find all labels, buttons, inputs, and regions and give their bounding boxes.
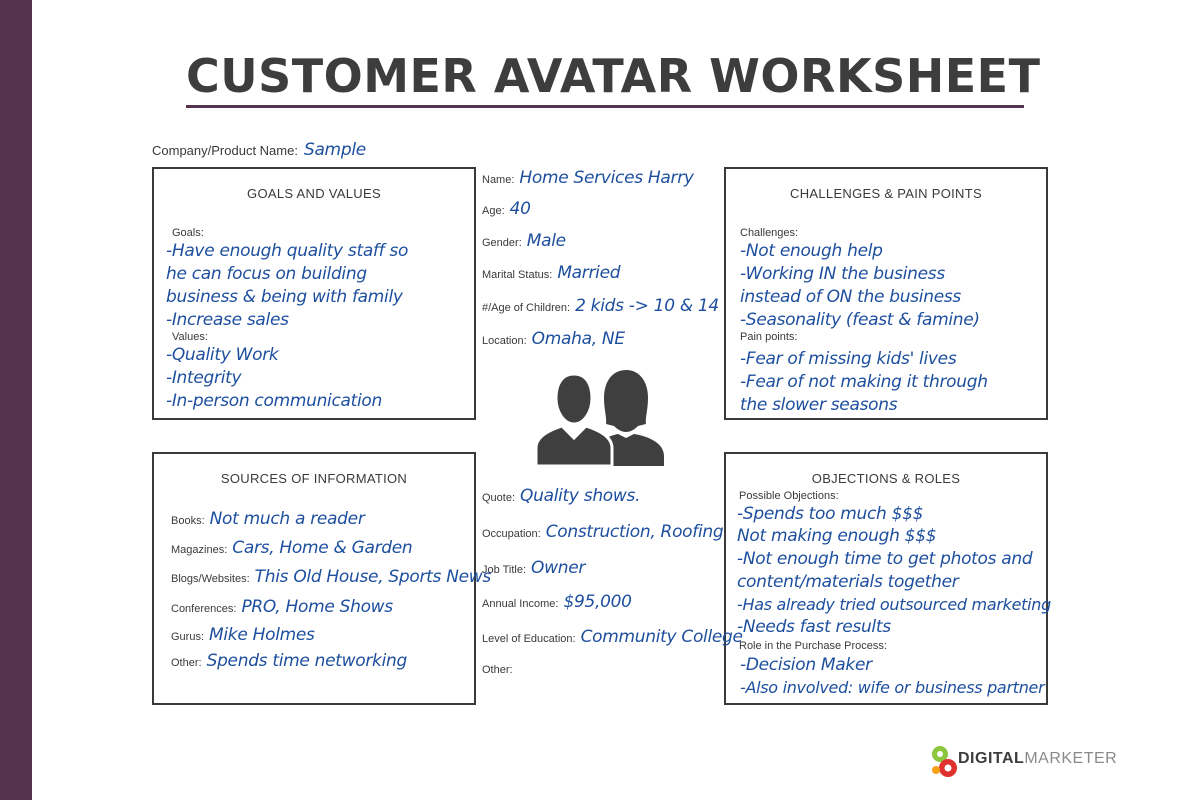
demographic-value: Home Services Harry [519,168,694,188]
professional-label: Occupation: [482,528,541,540]
source-field [171,567,491,587]
values-line: -In-person communication [166,391,382,411]
role-line: -Also involved: wife or business partner [740,678,1045,697]
title-underline [186,105,1024,108]
sources-info-heading: SOURCES OF INFORMATION [220,471,408,486]
source-label: Other: [171,657,202,669]
objection-line: -Needs fast results [737,617,891,637]
customer-avatar-icon [534,366,668,466]
role-line: -Decision Maker [740,655,872,675]
values-label: Values: [172,331,208,343]
goals-line: -Increase sales [166,310,289,330]
professional-value: Quality shows. [520,486,641,506]
challenges-label: Challenges: [740,227,799,239]
professional-value: Owner [531,558,586,578]
pain-line: -Fear of missing kids' lives [740,349,957,369]
professional-label: Level of Education: [482,633,576,645]
goals-line: business & being with family [166,287,403,307]
demographic-label: #/Age of Children: [482,302,571,314]
source-value: Not much a reader [209,509,365,529]
demographic-value: Male [526,231,566,251]
source-value: Mike Holmes [209,625,315,645]
source-value: Spends time networking [206,651,407,671]
source-label: Books: [171,515,205,527]
demographic-label: Name: [482,174,515,186]
pain-line: the slower seasons [740,395,898,415]
source-field [171,597,393,617]
company-value: Sample [303,140,366,160]
demographic-field [482,231,566,251]
demographic-label: Age: [482,205,505,217]
professional-field [482,592,632,612]
demographic-field [482,296,719,316]
demographic-field [482,263,620,283]
values-line: -Quality Work [166,345,279,365]
objection-line: Not making enough $$$ [737,526,937,546]
demographic-field [482,329,625,349]
professional-label: Quote: [482,492,516,504]
digital-marketer-logo [930,740,1118,780]
objection-line: -Not enough time to get photos and [737,549,1033,569]
demographic-label: Location: [482,335,527,347]
professional-field [482,522,723,542]
professional-value: Construction, Roofing [545,522,724,542]
objections-roles-box [724,452,1051,705]
company-field [152,140,366,160]
challenges-line: instead of ON the business [740,287,961,307]
professional-field [482,627,743,647]
challenges-pain-heading: CHALLENGES & PAIN POINTS [790,186,982,201]
challenges-pain-box [724,167,1048,420]
demographic-value: Omaha, NE [531,329,625,349]
goals-line: -Have enough quality staff so [166,241,409,261]
goals-values-heading: GOALS AND VALUES [247,186,381,201]
source-value: Cars, Home & Garden [232,538,413,558]
goals-line: he can focus on building [166,264,367,284]
source-field [171,509,365,529]
objections-roles-heading: OBJECTIONS & ROLES [811,471,961,486]
values-line: -Integrity [166,368,242,388]
goals-values-box [152,167,476,420]
role-label: Role in the Purchase Process: [739,640,887,652]
objections-label: Possible Objections: [739,490,839,502]
demographic-value: 40 [509,199,531,219]
demographic-value: Married [557,263,621,283]
professional-value: Community College [580,627,743,647]
professional-field [482,558,585,578]
company-label: Company/Product Name: [152,143,298,158]
logo-text-bold: DIGITAL [958,750,1025,767]
page-title: CUSTOMER AVATAR WORKSHEET [186,49,1041,103]
objection-line: -Has already tried outsourced marketing [737,595,1051,614]
goals-label: Goals: [172,227,204,239]
pain-points-label: Pain points: [740,331,798,343]
objection-line: -Spends too much $$$ [737,504,924,524]
professional-value: $95,000 [563,592,632,612]
demographic-field [482,199,531,219]
gear-logo-icon [930,740,960,780]
demographic-field [482,168,694,188]
source-field [171,651,407,671]
source-label: Magazines: [171,544,228,556]
professional-field [482,486,640,506]
objection-line: content/materials together [737,572,959,592]
pain-line: -Fear of not making it through [740,372,988,392]
side-band [0,0,32,800]
professional-label: Job Title: [482,564,527,576]
source-label: Conferences: [171,603,237,615]
professional-field [482,664,518,676]
source-field [171,625,315,645]
professional-label: Other: [482,664,513,676]
sources-info-box [152,452,491,705]
challenges-line: -Seasonality (feast & famine) [740,310,980,330]
challenges-line: -Working IN the business [740,264,945,284]
demographic-value: 2 kids -> 10 & 14 [575,296,719,316]
source-label: Gurus: [171,631,205,643]
source-label: Blogs/Websites: [171,573,250,585]
logo-text-light: MARKETER [1024,750,1118,767]
source-value: PRO, Home Shows [241,597,393,617]
source-value: This Old House, Sports News [254,567,491,587]
challenges-line: -Not enough help [740,241,883,261]
demographic-label: Marital Status: [482,269,553,281]
professional-label: Annual Income: [482,598,559,610]
demographic-label: Gender: [482,237,522,249]
logo-wordmark [958,750,1117,768]
source-field [171,538,412,558]
